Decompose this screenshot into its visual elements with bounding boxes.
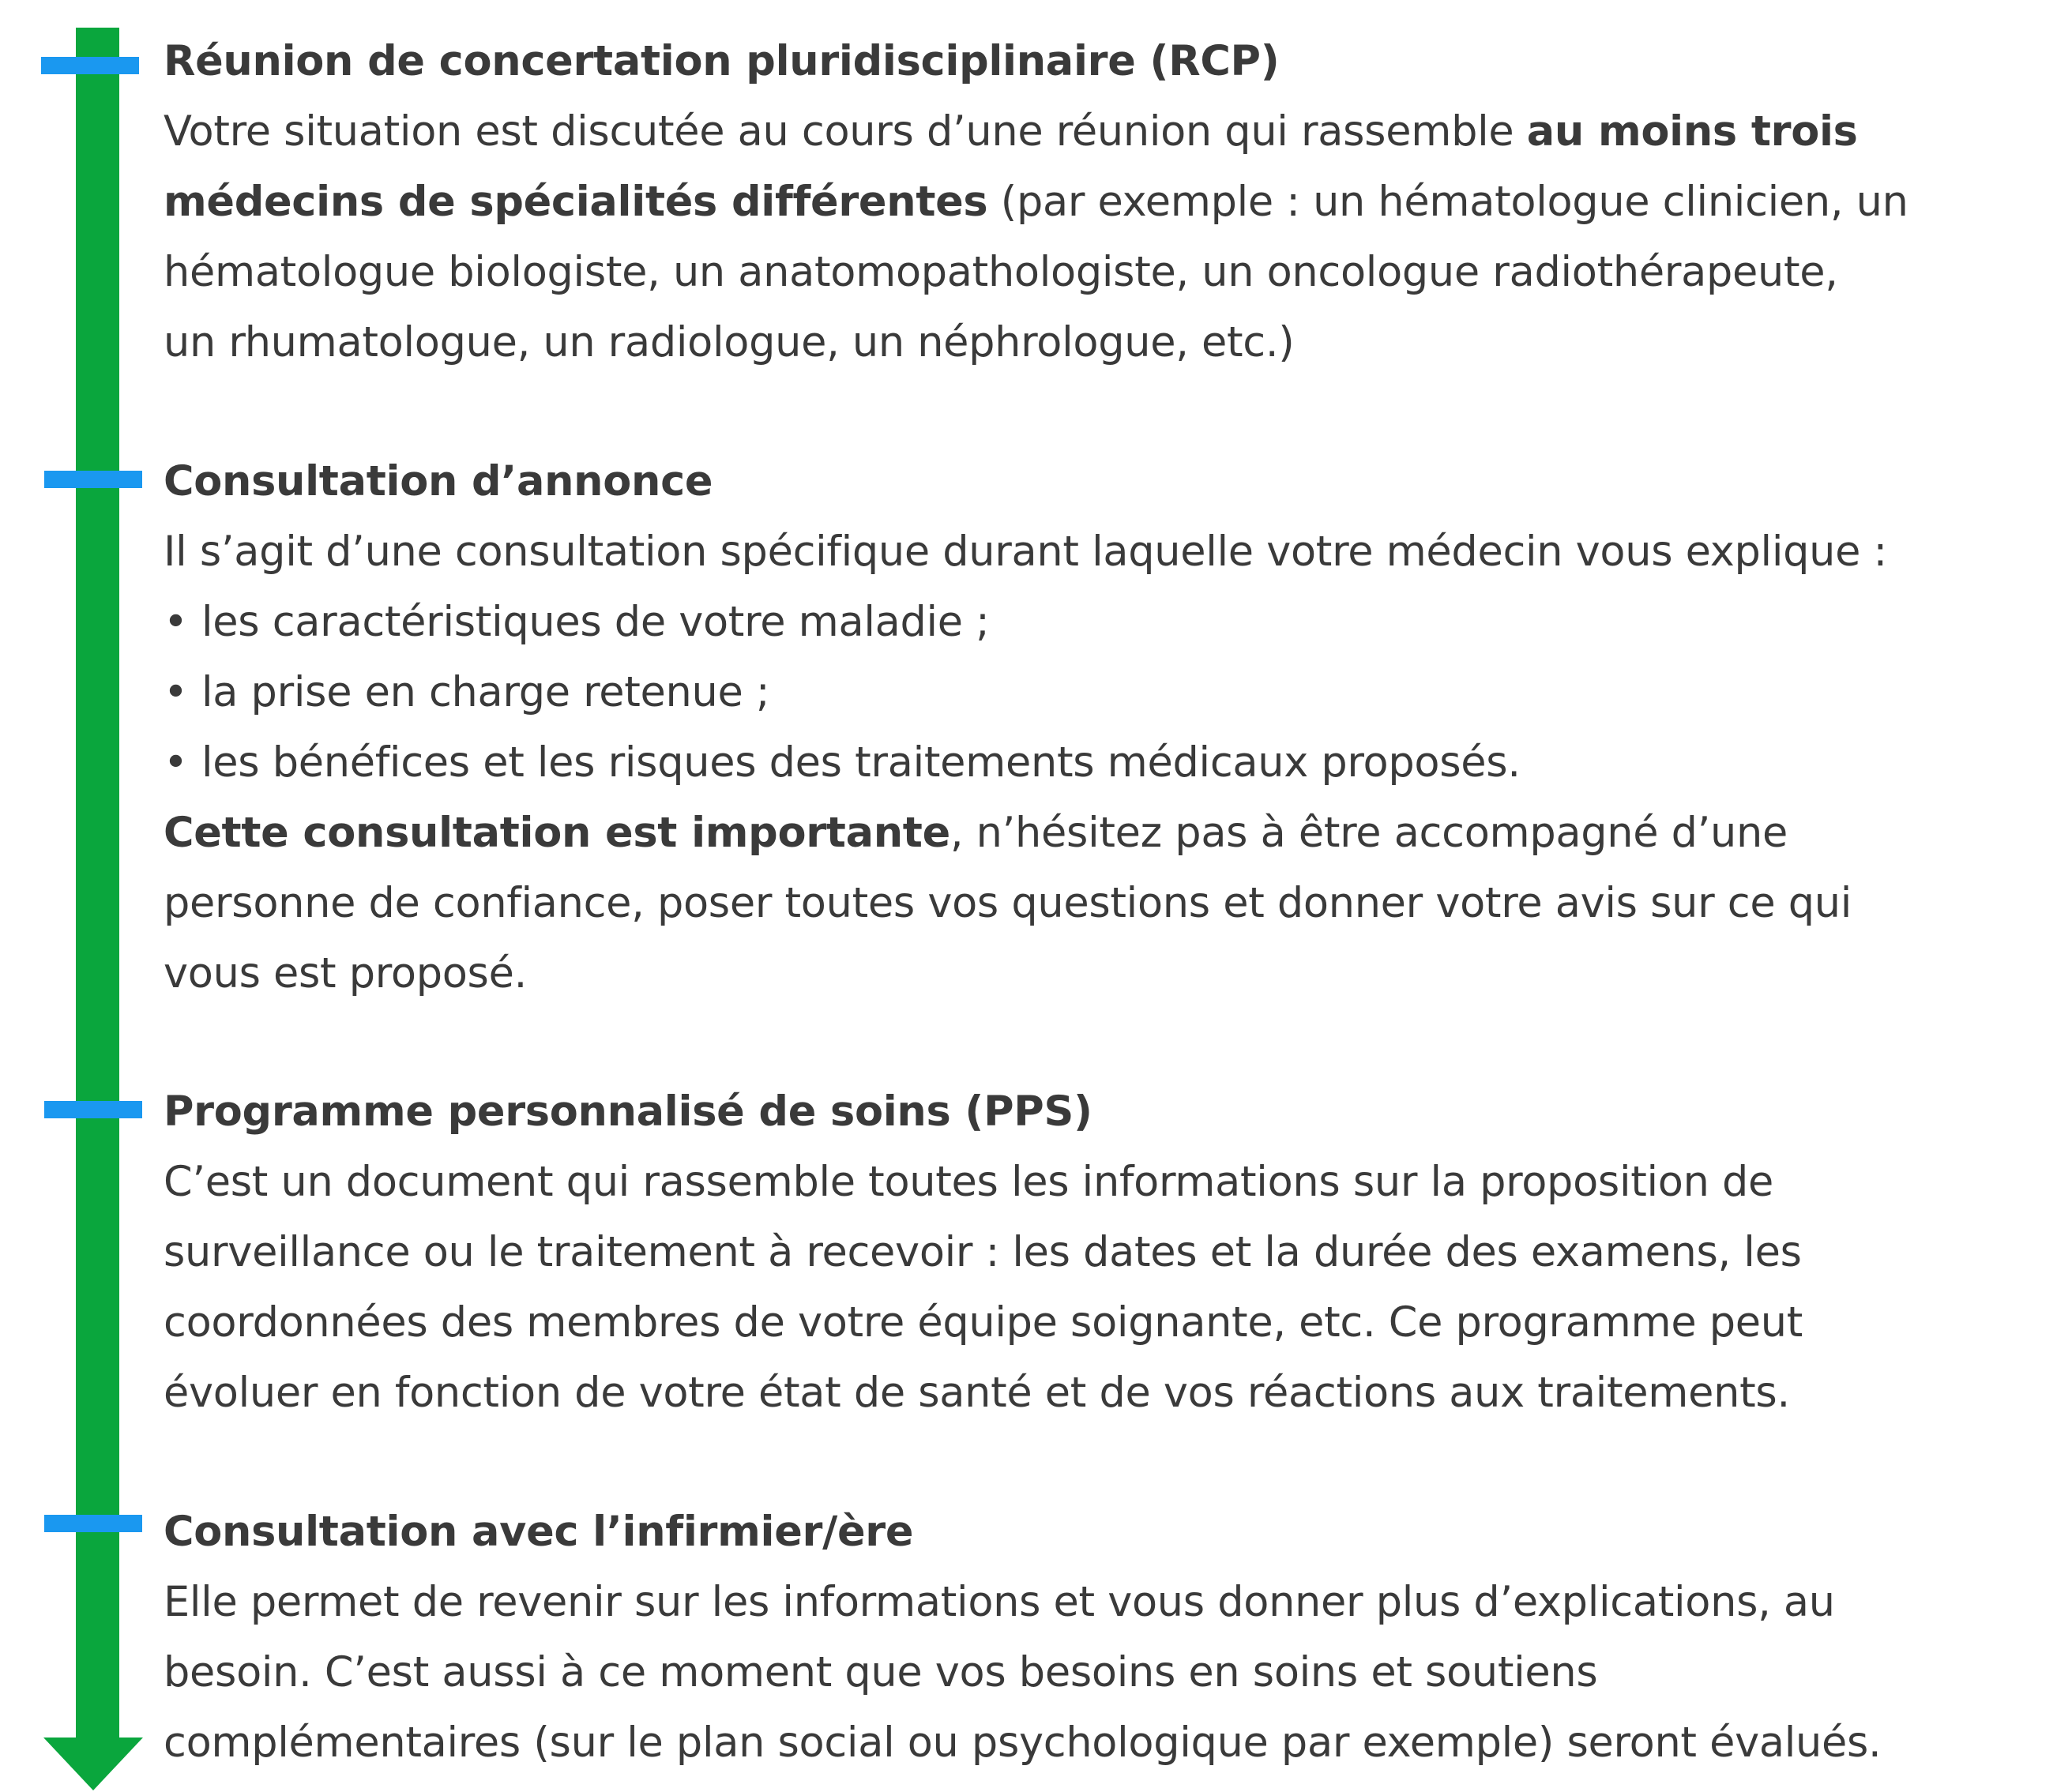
- body-line: évoluer en fonction de votre état de santé et de vos réactions aux traitements.: [164, 1369, 1790, 1417]
- body-line: besoin. C’est aussi à ce moment que vos besoins en soins et soutiens: [164, 1648, 1598, 1696]
- bullet-icon: •: [164, 598, 188, 646]
- body-line: Votre situation est discutée au cours d’une réunion qui rassemble au moins trois: [164, 107, 1858, 156]
- timeline-tick-rcp: [41, 57, 139, 74]
- body-line: Cette consultation est importante, n’hésitez pas à être accompagné d’une: [164, 809, 1788, 857]
- section-body: [164, 517, 2036, 1009]
- body-line: Elle permet de revenir sur les informations et vous donner plus d’explications, au: [164, 1578, 1835, 1626]
- body-line: surveillance ou le traitement à recevoir : les dates et la durée des examens, les: [164, 1228, 1802, 1276]
- section-body: [164, 96, 2036, 378]
- section-rcp: [164, 26, 2036, 378]
- section-body: [164, 1147, 2036, 1428]
- body-line: C’est un document qui rassemble toutes les informations sur la proposition de: [164, 1158, 1774, 1206]
- body-line: hématologue biologiste, un anatomopathologiste, un oncologue radiothérapeute,: [164, 248, 1838, 296]
- section-title: Programme personnalisé de soins (PPS): [164, 1088, 1092, 1136]
- list-item: • les bénéfices et les risques des traitements médicaux proposés.: [164, 727, 2036, 798]
- body-line: vous est proposé.: [164, 949, 527, 997]
- section-consultation-annonce: [164, 446, 2036, 1009]
- timeline-arrow: [0, 0, 158, 1792]
- section-title: Consultation avec l’infirmier/ère: [164, 1508, 914, 1556]
- section-body: [164, 1567, 2036, 1778]
- list-item: • les caractéristiques de votre maladie ;: [164, 587, 2036, 657]
- timeline-tick-annonce: [44, 471, 142, 488]
- section-pps: [164, 1076, 2036, 1428]
- body-line: coordonnées des membres de votre équipe soignante, etc. Ce programme peut: [164, 1298, 1803, 1347]
- section-title: Réunion de concertation pluridisciplinaire (RCP): [164, 37, 1280, 85]
- body-line: personne de confiance, poser toutes vos questions et donner votre avis sur ce qui: [164, 879, 1852, 927]
- body-line: médecins de spécialités différentes (par exemple : un hématologue clinicien, un: [164, 178, 1908, 226]
- body-line: Il s’agit d’une consultation spécifique durant laquelle votre médecin vous explique :: [164, 528, 1887, 576]
- list-item: • la prise en charge retenue ;: [164, 657, 2036, 727]
- timeline-arrow-shaft: [76, 28, 119, 1738]
- body-line: complémentaires (sur le plan social ou psychologique par exemple) seront évalués.: [164, 1719, 1882, 1767]
- section-title: Consultation d’annonce: [164, 457, 713, 505]
- timeline-tick-pps: [44, 1101, 142, 1118]
- bullet-icon: •: [164, 738, 188, 787]
- section-consultation-infirmier: [164, 1497, 2036, 1778]
- body-line: un rhumatologue, un radiologue, un néphrologue, etc.): [164, 318, 1295, 366]
- timeline-tick-infirmier: [44, 1515, 142, 1532]
- bullet-icon: •: [164, 668, 188, 716]
- timeline-arrow-head: [43, 1738, 143, 1790]
